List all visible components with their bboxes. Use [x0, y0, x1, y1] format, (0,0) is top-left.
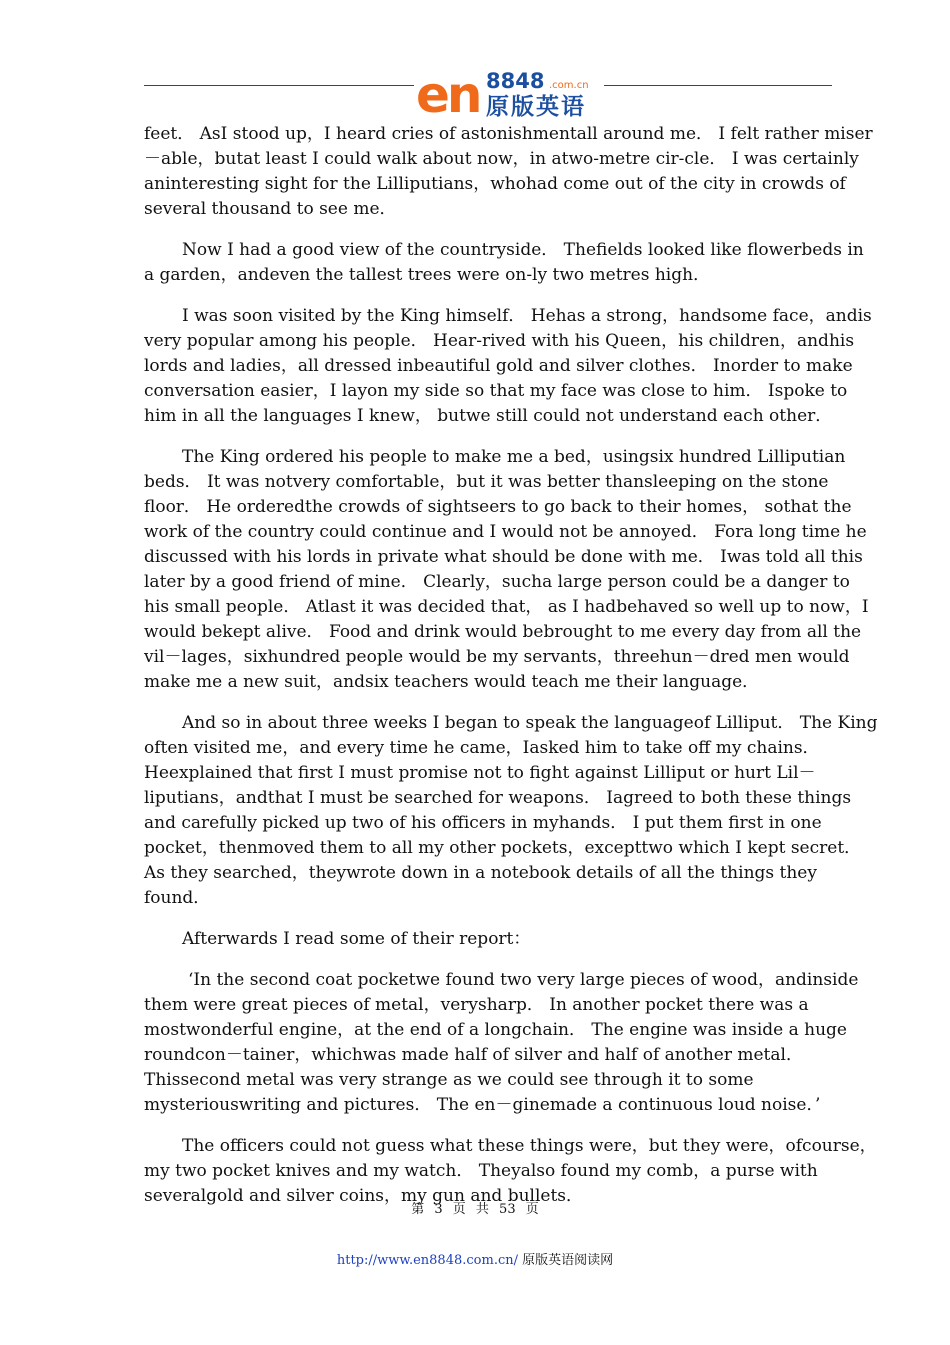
paragraph: Afterwards I read some of their report： [182, 929, 531, 949]
report-quote-paragraph: ‘In the second coat pocketwe found two very large pieces of wood，andinside them were great pieces of metal，verysharp． In another pocket there was a mostwonderful engine，at the end of a longchain． The engine was inside a huge roundcon－tainer，whichwas made half of silver and half of another metal． Thissecond metal was very strange as we could see through it to some mysteriouswriting and pictures． The en－ginemade a continuous loud noise．’ [144, 970, 859, 1115]
footer-site-name: 原版英语阅读网 [522, 1253, 614, 1268]
header-rule-right [604, 85, 832, 86]
site-logo[interactable] [414, 66, 604, 118]
footer-url-link[interactable]: http://www.en8848.com.cn/ [336, 1253, 518, 1268]
paragraph: And so in about three weeks I began to speak the languageof Lilliput． The King often visited me，and every time he came，Iasked him to take off my chains． Heexplained that first I must promise not to fight against Lilliput or hurt Lil－liputians，andthat I must be searched for weapons． Iagreed to both these things and carefully picked up two of his officers in myhands． I put them first in one pocket，thenmoved them to all my other pockets，excepttwo which I kept secret． As they searched，theywrote down in a notebook details of all the things they found． [144, 713, 878, 908]
logo-tagline-text: 原版英语 [486, 94, 586, 118]
paragraph: feet． AsI stood up，I heard cries of astonishmentall around me． I felt rather miser－able，butat least I could walk about now，in atwo-metre cir-cle． I was certainly aninteresting sight for the Lilliputians，whohad come out of the city in crowds of several thousand to see me． [144, 124, 873, 219]
logo-mark-text: en [416, 66, 480, 118]
logo-number-text: 8848 [486, 69, 545, 93]
header-rule-left [144, 85, 414, 86]
logo-domain-text: .com.cn [549, 80, 589, 91]
document-body [144, 122, 879, 1225]
paragraph: The officers could not guess what these things were，but they were，ofcourse，my two pocket knives and my watch． Theyalso found my comb，a purse with severalgold and silver coins，my gun and bullets． [144, 1136, 877, 1206]
page-number: 第 3 页 共 53 页 [411, 1202, 539, 1217]
footer [0, 1249, 950, 1268]
paragraph: Now I had a good view of the countryside． Thefields looked like flowerbeds in a garden，andeven the tallest trees were on-ly two metres high． [144, 240, 864, 285]
paragraph: I was soon visited by the King himself． Hehas a strong，handsome face，andis very popular among his people． Hear-rived with his Queen，his children，andhis lords and ladies，all dressed inbeautiful gold and silver clothes． Inorder to make conversation easier，I layon my side so that my face was close to him． Ispoke to him in all the languages I knew， butwe still could not understand each other． [144, 306, 872, 426]
paragraph: The King ordered his people to make me a bed，usingsix hundred Lilliputian beds． It was notvery comfortable，but it was better thansleeping on the stone floor． He orderedthe crowds of sightseers to go back to their homes， sothat the work of the country could continue and I would not be annoyed． Fora long time he discussed with his lords in private what should be done with me． Iwas told all this later by a good friend of mine． Clearly，sucha large person could be a danger to his small people． Atlast it was decided that， as I hadbehaved so well up to now，I would bekept alive． Food and drink would bebrought to me every day from all the vil－lages，sixhundred people would be my servants，threehun－dred men would make me a new suit，andsix teachers would teach me their language． [144, 447, 869, 692]
